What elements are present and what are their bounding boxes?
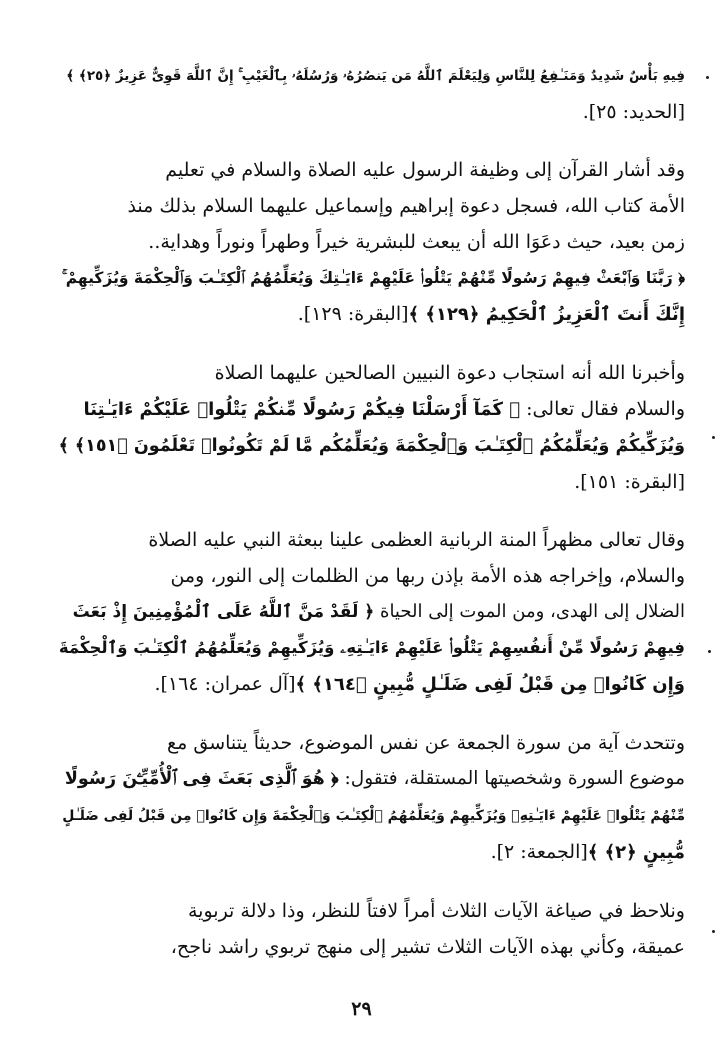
text-line	[58, 58, 685, 94]
text-line	[58, 834, 685, 871]
text-line	[58, 761, 685, 797]
text-line	[58, 224, 685, 260]
prose-text: وقد أشار القرآن إلى وظيفة الرسول عليه الصلاة والسلام في تعليم	[165, 159, 685, 181]
quran-verse: ﴿ لَقَدْ مَنَّ ٱللَّهُ عَلَى ٱلْمُؤْمِنِينَ إِذْ بَعَثَ	[72, 602, 375, 622]
text-line	[58, 797, 685, 834]
paragraph	[58, 725, 685, 871]
text-line	[58, 464, 685, 500]
margin-mark	[706, 76, 709, 79]
quran-verse: ﴿ كَمَآ أَرْسَلْنَا فِيكُمْ رَسُولًا مِّنكُمْ يَتْلُوا۟ عَلَيْكُمْ ءَايَـٰتِنَا	[83, 399, 521, 420]
text-line	[58, 355, 685, 391]
prose-text: وتتحدث آية من سورة الجمعة عن نفس الموضوع، حديثاً يتناسق مع	[167, 732, 685, 754]
paragraph	[58, 355, 685, 500]
prose-text: موضوع السورة وشخصيتها المستقلة، فتقول:	[344, 768, 685, 789]
text-line	[58, 630, 685, 666]
paragraph	[58, 58, 685, 130]
prose-text: [آل عمران: ١٦٤].	[154, 673, 296, 695]
text-line	[58, 893, 685, 929]
text-line	[58, 522, 685, 558]
quran-verse: فِيهِمْ رَسُولًا مِّنْ أَنفُسِهِمْ يَتْلُوا۟ عَلَيْهِمْ ءَايَـٰتِهِۦ وَيُزَكِّيهِمْ وَيُعَلِّمُهُمُ ٱلْكِتَـٰبَ وَٱلْحِكْمَةَ	[58, 638, 685, 657]
quran-verse: فِيهِ بَأْسٌ شَدِيدٌ وَمَنَـٰفِعُ لِلنَّاسِ وَلِيَعْلَمَ ٱللَّهُ مَن يَنصُرُهُۥ وَرُسُلَهُۥ بِٱلْغَيْبِ ۚ إِنَّ ٱللَّهَ قَوِىٌّ عَزِيزٌ ﴿٢٥﴾ ﴾	[66, 68, 685, 84]
text-line	[58, 558, 685, 594]
margin-mark	[708, 650, 711, 653]
paragraph	[58, 152, 685, 333]
quran-verse: ﴿ رَبَّنَا وَٱبْعَثْ فِيهِمْ رَسُولًا مِّنْهُمْ يَتْلُوا۟ عَلَيْهِمْ ءَايَـٰتِكَ وَيُعَلِّمُهُمُ ٱلْكِتَـٰبَ وَٱلْحِكْمَةَ وَيُزَكِّيهِمْ ۚ	[61, 269, 685, 287]
prose-text: وقال تعالى مظهراً المنة الربانية العظمى علينا ببعثة النبي عليه الصلاة	[148, 529, 685, 551]
quran-verse: وَإِن كَانُوا۟ مِن قَبْلُ لَفِى ضَلَـٰلٍ مُّبِينٍ ﴿١٦٤﴾ ﴾	[295, 674, 685, 695]
margin-mark	[712, 436, 715, 439]
prose-text: [الجمعة: ٢].	[490, 841, 588, 863]
text-line	[58, 725, 685, 761]
prose-text: وأخبرنا الله أنه استجاب دعوة النبيين الصالحين عليهما الصلاة	[214, 362, 685, 384]
quran-verse: إِنَّكَ أَنتَ ٱلْعَزِيزُ ٱلْحَكِيمُ ﴿١٢٩﴾ ﴾	[408, 304, 685, 325]
quran-verse: وَيُزَكِّيكُمْ وَيُعَلِّمُكُمُ ٱلْكِتَـٰبَ وَٱلْحِكْمَةَ وَيُعَلِّمُكُم مَّا لَمْ تَكُونُوا۟ تَعْلَمُونَ ﴿١٥١﴾ ﴾	[58, 436, 685, 456]
page-body	[58, 58, 685, 987]
paragraph	[58, 893, 685, 965]
quran-verse: مُّبِينٍ ﴿٢﴾ ﴾	[587, 842, 685, 863]
paragraph	[58, 522, 685, 703]
prose-text: [الحديد: ٢٥].	[582, 101, 685, 123]
text-line	[58, 188, 685, 224]
text-line	[58, 260, 685, 296]
text-line	[58, 428, 685, 464]
prose-text: عميقة، وكأني بهذه الآيات الثلاث تشير إلى منهج تربوي راشد ناجح،	[170, 936, 685, 958]
text-line	[58, 152, 685, 188]
text-line	[58, 594, 685, 630]
prose-text: ونلاحظ في صياغة الآيات الثلاث أمراً لافتاً للنظر، وذا دلالة تربوية	[188, 900, 685, 922]
text-line	[58, 391, 685, 428]
prose-text: الضلال إلى الهدى، ومن الموت إلى الحياة	[380, 601, 685, 622]
page-number: ٢٩	[351, 998, 372, 1020]
quran-verse: مِّنْهُمْ يَتْلُوا۟ عَلَيْهِمْ ءَايَـٰتِهِۦ وَيُزَكِّيهِمْ وَيُعَلِّمُهُمُ ٱلْكِتَـٰبَ وَٱلْحِكْمَةَ وَإِن كَانُوا۟ مِن قَبْلُ لَفِى ضَلَـٰلٍ	[62, 808, 685, 824]
prose-text: والسلام، وإخراجه هذه الأمة بإذن ربها من الظلمات إلى النور، ومن	[170, 565, 685, 587]
quran-verse: ﴿ هُوَ ٱلَّذِى بَعَثَ فِى ٱلْأُمِّيِّـۧنَ رَسُولًا	[64, 769, 339, 789]
prose-text: زمن بعيد، حيث دعَوَا الله أن يبعث للبشرية خيراً وطهراً ونوراً وهداية..	[148, 231, 685, 253]
text-line	[58, 666, 685, 703]
prose-text: والسلام فقال تعالى:	[526, 398, 685, 420]
prose-text: [البقرة: ١٢٩].	[297, 303, 409, 325]
text-line	[58, 296, 685, 333]
prose-text: الأمة كتاب الله، فسجل دعوة إبراهيم وإسماعيل عليهما السلام بذلك منذ	[127, 195, 685, 217]
text-line	[58, 94, 685, 130]
margin-mark	[712, 930, 715, 933]
text-line	[58, 929, 685, 965]
prose-text: [البقرة: ١٥١].	[574, 471, 685, 493]
